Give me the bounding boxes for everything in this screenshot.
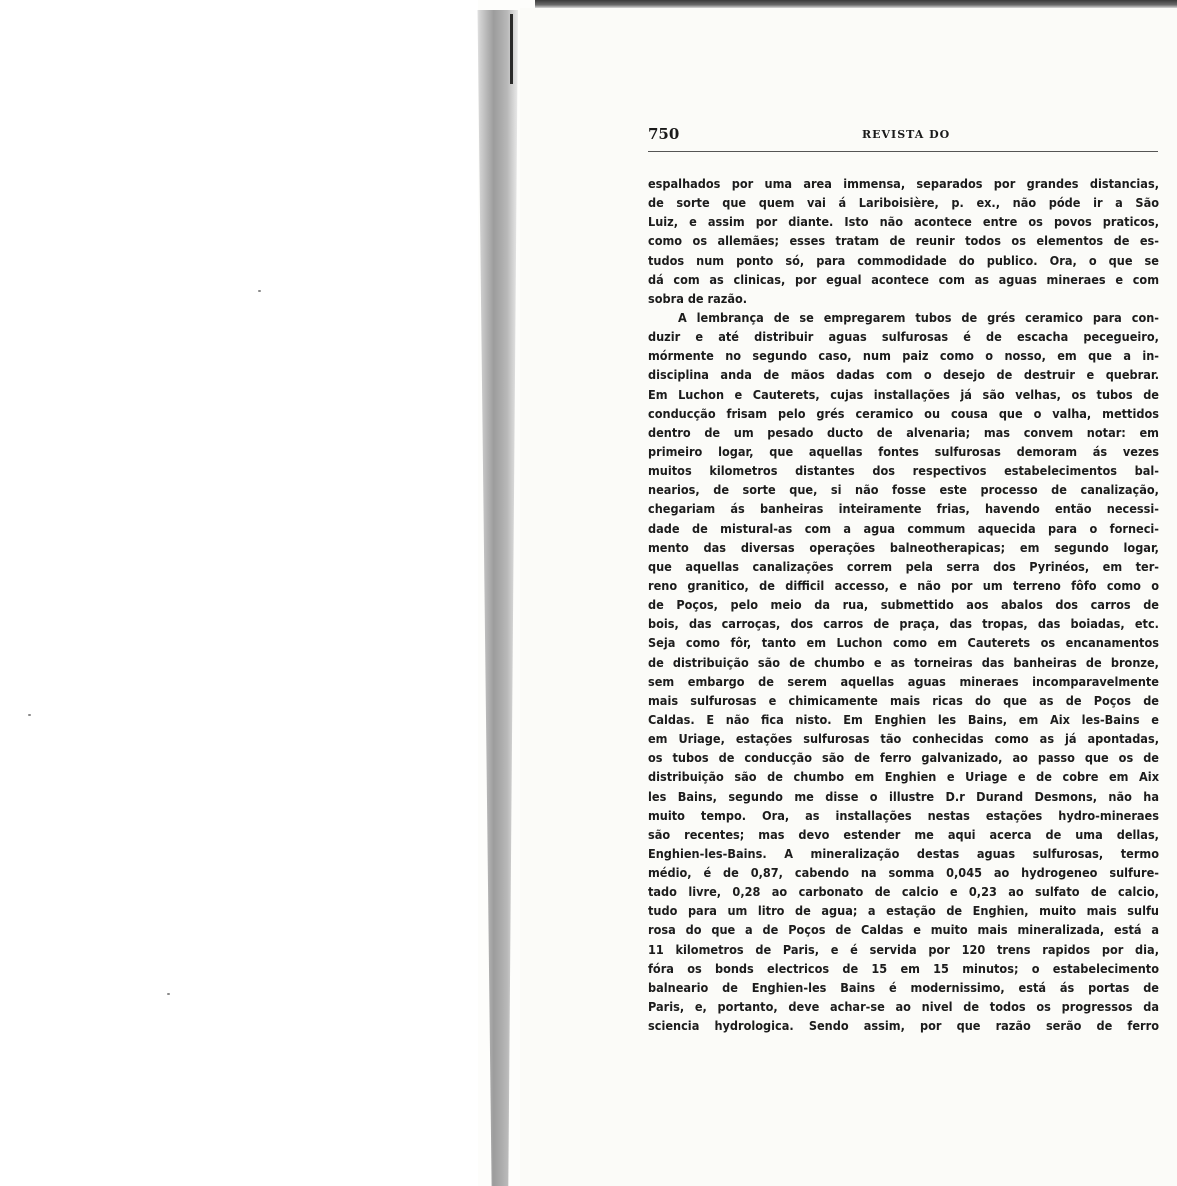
text-line: médio, é de 0,87, cabendo na somma 0,045 ao hydrogeneo sulfure- xyxy=(648,865,1159,881)
page-top-edge xyxy=(535,0,1177,8)
text-line: dade de mistural-as com a agua commum aquecida para o forneci- xyxy=(648,520,1159,536)
text-line: reno granitico, de difficil accesso, e não por um terreno fôfo como o xyxy=(648,577,1159,593)
text-line: em Uriage, estações sulfurosas tão conhecidas como as já apontadas, xyxy=(648,731,1159,747)
text-line: duzir e até distribuir aguas sulfurosas é de escacha pecegueiro, xyxy=(648,329,1159,345)
body-text xyxy=(648,174,1159,1035)
scan-speck xyxy=(258,290,261,292)
header-rule xyxy=(648,151,1158,152)
text-line: os tubos de conducção são de ferro galvanizado, ao passo que os de xyxy=(648,750,1159,766)
paragraph-start-line: A lembrança de se empregarem tubos de grés ceramico para con- xyxy=(678,309,1159,325)
text-line: muito tempo. Ora, as installações nestas estações hydro-mineraes xyxy=(648,807,1159,823)
page-header xyxy=(648,125,1158,147)
text-line: mórmente no segundo caso, num paiz como o nosso, em que a in- xyxy=(648,348,1159,364)
text-line: como os allemães; esses tratam de reunir todos os elementos de es- xyxy=(648,233,1159,249)
text-line: Em Luchon e Cauterets, cujas installações já são velhas, os tubos de xyxy=(648,386,1159,402)
text-line: 11 kilometros de Paris, e é servida por 120 trens rapidos por dia, xyxy=(648,941,1159,957)
text-line: de distribuição são de chumbo e as torneiras das banheiras de bronze, xyxy=(648,654,1159,670)
text-line: mais sulfurosas e chimicamente mais ricas do que as de Poços de xyxy=(648,692,1159,708)
text-line: distribuição são de chumbo em Enghien e Uriage e de cobre em Aix xyxy=(648,769,1159,785)
text-line: são recentes; mas devo estender me aqui acerca de uma dellas, xyxy=(648,826,1159,842)
text-line: conducção frisam pelo grés ceramico ou cousa que o valha, mettidos xyxy=(648,405,1159,421)
text-line: tudos num ponto só, para commodidade do publico. Ora, o que se xyxy=(648,252,1159,268)
text-line: Seja como fôr, tanto em Luchon como em Cauterets os encanamentos xyxy=(648,635,1159,651)
text-line: Paris, e, portanto, deve achar-se ao nivel de todos os progressos da xyxy=(648,999,1159,1015)
text-line: les Bains, segundo me disse o illustre D.r Durand Desmons, não ha xyxy=(648,788,1159,804)
text-line: dentro de um pesado ducto de alvenaria; mas convem notar: em xyxy=(648,424,1159,440)
text-line: muitos kilometros distantes dos respectivos estabelecimentos bal- xyxy=(648,463,1159,479)
text-line: disciplina anda de mãos dadas com o desejo de destruir e quebrar. xyxy=(648,367,1159,383)
text-line: espalhados por uma area immensa, separados por grandes distancias, xyxy=(648,176,1159,191)
text-line: sobra de razão. xyxy=(648,290,748,306)
scan-speck xyxy=(28,714,31,716)
gutter-dark-edge xyxy=(510,14,513,84)
text-line: bois, das carroças, dos carros de praça, das tropas, das boiadas, etc. xyxy=(648,616,1159,632)
text-line: rosa do que a de Poços de Caldas e muito mais mineralizada, está a xyxy=(648,922,1159,938)
text-line: dá com as clinicas, por egual acontece com as aguas mineraes e com xyxy=(648,271,1159,287)
text-line: de Poços, pelo meio da rua, submettido aos abalos dos carros de xyxy=(648,597,1159,613)
text-line: Luiz, e assim por diante. Isto não acontece entre os povos praticos, xyxy=(648,214,1159,230)
text-line: Caldas. E não fica nisto. Em Enghien les Bains, em Aix les-Bains e xyxy=(648,711,1159,727)
scan-speck xyxy=(167,993,170,995)
text-line: sciencia hydrologica. Sendo assim, por que razão serão de ferro xyxy=(648,1018,1159,1034)
text-line: que aquellas canalizações correm pela serra dos Pyrinéos, em ter- xyxy=(648,558,1159,574)
running-title: REVISTA DO xyxy=(862,128,951,141)
text-line: tado livre, 0,28 ao carbonato de calcio e 0,23 ao sulfato de calcio, xyxy=(648,884,1159,900)
page-number: 750 xyxy=(648,125,680,143)
text-line: nearios, de sorte que, si não fosse este processo de canalização, xyxy=(648,482,1159,498)
text-line: Enghien-les-Bains. A mineralização destas aguas sulfurosas, termo xyxy=(648,845,1159,861)
text-line: mento das diversas operações balneotherapicas; em segundo logar, xyxy=(648,539,1159,555)
text-line: tudo para um litro de agua; a estação de Enghien, muito mais sulfu xyxy=(648,903,1159,919)
left-blank-page xyxy=(0,0,478,1186)
text-line: fóra os bonds electricos de 15 em 15 minutos; o estabelecimento xyxy=(648,960,1159,976)
text-line: de sorte que quem vai á Lariboisière, p. ex., não póde ir a São xyxy=(648,195,1159,211)
text-line: sem embargo de serem aquellas aguas mineraes incomparavelmente xyxy=(648,673,1159,689)
text-line: primeiro logar, que aquellas fontes sulfurosas demoram ás vezes xyxy=(648,443,1159,459)
text-line: chegariam ás banheiras inteiramente frias, havendo então necessi- xyxy=(648,501,1159,517)
book-gutter-shadow xyxy=(474,10,518,1186)
text-line: balneario de Enghien-les Bains é modernissimo, está ás portas de xyxy=(648,979,1159,995)
